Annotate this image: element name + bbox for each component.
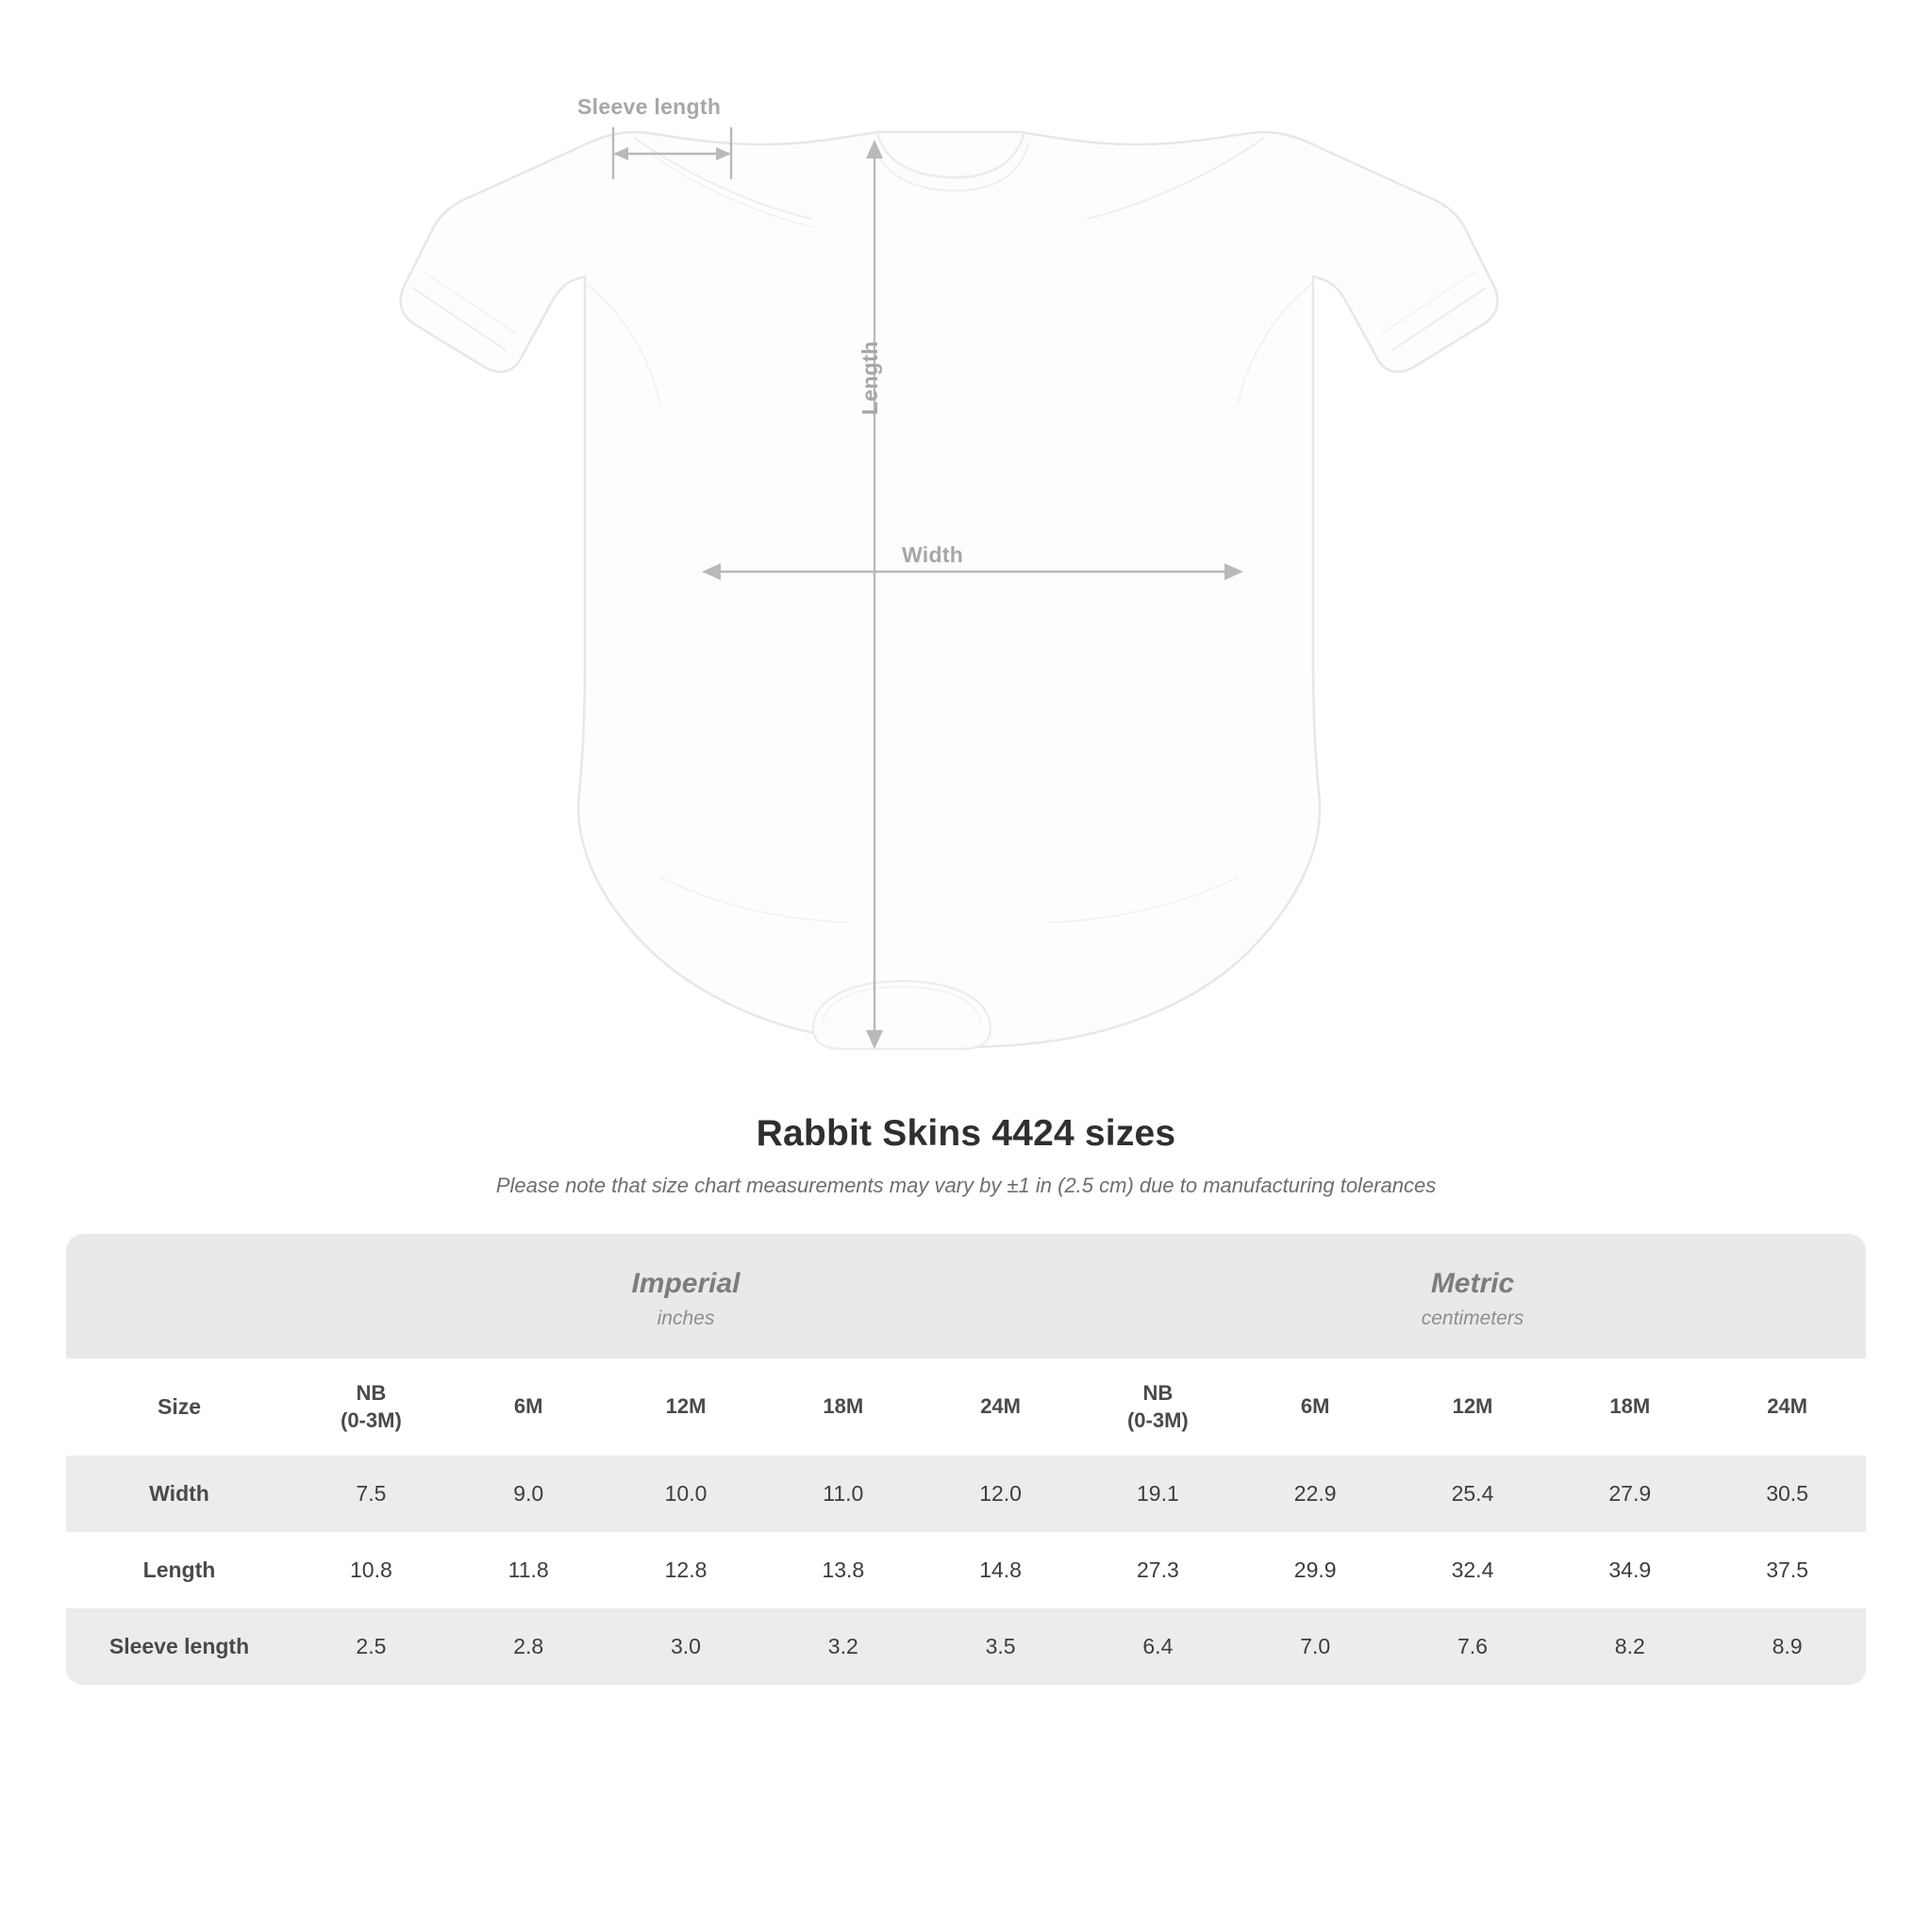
header-col-1-line1: 6M bbox=[513, 1394, 543, 1419]
header-col-9 bbox=[1708, 1358, 1866, 1456]
cell-sleeve-8: 8.2 bbox=[1551, 1608, 1708, 1685]
row-label-width: Width bbox=[66, 1456, 292, 1532]
header-col-2 bbox=[608, 1358, 765, 1456]
cell-length-3: 13.8 bbox=[764, 1532, 922, 1608]
page-title: Rabbit Skins 4424 sizes bbox=[756, 1113, 1176, 1154]
unit-spacer-cell bbox=[66, 1234, 292, 1358]
unit-group-imperial-sub: inches bbox=[657, 1307, 715, 1329]
unit-group-metric bbox=[1079, 1234, 1866, 1358]
header-col-0-line2: (0-3M) bbox=[341, 1408, 402, 1433]
cell-length-7: 32.4 bbox=[1394, 1532, 1552, 1608]
table-row bbox=[66, 1532, 1866, 1608]
header-col-3 bbox=[764, 1358, 922, 1456]
cell-sleeve-7: 7.6 bbox=[1394, 1608, 1552, 1685]
cell-length-8: 34.9 bbox=[1551, 1532, 1708, 1608]
unit-header-row bbox=[66, 1234, 1866, 1358]
size-table-wrapper bbox=[66, 1234, 1866, 1685]
header-col-0-line1: NB bbox=[356, 1380, 387, 1405]
cell-width-0: 7.5 bbox=[292, 1456, 450, 1532]
width-label: Width bbox=[902, 542, 964, 567]
header-col-7 bbox=[1394, 1358, 1552, 1456]
header-size-label: Size bbox=[66, 1358, 292, 1456]
cell-width-1: 9.0 bbox=[450, 1456, 608, 1532]
cell-width-4: 12.0 bbox=[922, 1456, 1079, 1532]
cell-width-6: 22.9 bbox=[1237, 1456, 1394, 1532]
cell-length-5: 27.3 bbox=[1079, 1532, 1237, 1608]
header-col-8-line1: 18M bbox=[1609, 1394, 1651, 1419]
title-block bbox=[0, 1113, 1932, 1198]
unit-group-imperial bbox=[292, 1234, 1079, 1358]
cell-sleeve-0: 2.5 bbox=[292, 1608, 450, 1685]
cell-sleeve-3: 3.2 bbox=[764, 1608, 922, 1685]
cell-width-8: 27.9 bbox=[1551, 1456, 1708, 1532]
header-col-2-line1: 12M bbox=[665, 1394, 707, 1419]
cell-width-5: 19.1 bbox=[1079, 1456, 1237, 1532]
header-col-5-line1: NB bbox=[1142, 1380, 1174, 1405]
cell-sleeve-4: 3.5 bbox=[922, 1608, 1079, 1685]
header-col-4 bbox=[922, 1358, 1079, 1456]
cell-length-1: 11.8 bbox=[450, 1532, 608, 1608]
table-row bbox=[66, 1608, 1866, 1685]
header-col-4-line1: 24M bbox=[980, 1394, 1021, 1419]
cell-width-3: 11.0 bbox=[764, 1456, 922, 1532]
row-label-sleeve-length: Sleeve length bbox=[66, 1608, 292, 1685]
column-header-row bbox=[66, 1358, 1866, 1456]
cell-sleeve-2: 3.0 bbox=[608, 1608, 765, 1685]
row-label-length: Length bbox=[66, 1532, 292, 1608]
cell-length-6: 29.9 bbox=[1237, 1532, 1394, 1608]
cell-length-9: 37.5 bbox=[1708, 1532, 1866, 1608]
length-label: Length bbox=[858, 341, 882, 415]
cell-sleeve-1: 2.8 bbox=[450, 1608, 608, 1685]
tolerance-note: Please note that size chart measurements may vary by ±1 in (2.5 cm) due to manufacturing tolerances bbox=[495, 1174, 1437, 1197]
header-col-1 bbox=[450, 1358, 608, 1456]
header-col-7-line1: 12M bbox=[1452, 1394, 1493, 1419]
header-col-0 bbox=[292, 1358, 450, 1456]
unit-group-metric-sub: centimeters bbox=[1421, 1307, 1524, 1329]
header-col-6 bbox=[1237, 1358, 1394, 1456]
cell-sleeve-5: 6.4 bbox=[1079, 1608, 1237, 1685]
header-col-9-line1: 24M bbox=[1767, 1394, 1807, 1419]
cell-length-0: 10.8 bbox=[292, 1532, 450, 1608]
bodysuit-shape bbox=[401, 132, 1498, 1049]
size-table bbox=[66, 1234, 1866, 1685]
header-col-3-line1: 18M bbox=[823, 1394, 864, 1419]
unit-group-imperial-name: Imperial bbox=[631, 1268, 741, 1299]
cell-width-7: 25.4 bbox=[1394, 1456, 1552, 1532]
cell-sleeve-6: 7.0 bbox=[1237, 1608, 1394, 1685]
header-col-6-line1: 6M bbox=[1300, 1394, 1330, 1419]
header-col-5 bbox=[1079, 1358, 1237, 1456]
cell-length-4: 14.8 bbox=[922, 1532, 1079, 1608]
cell-width-9: 30.5 bbox=[1708, 1456, 1866, 1532]
cell-sleeve-9: 8.9 bbox=[1708, 1608, 1866, 1685]
header-col-8 bbox=[1551, 1358, 1708, 1456]
header-col-5-line2: (0-3M) bbox=[1126, 1408, 1189, 1433]
table-row bbox=[66, 1456, 1866, 1532]
cell-length-2: 12.8 bbox=[608, 1532, 765, 1608]
unit-group-metric-name: Metric bbox=[1430, 1268, 1515, 1299]
cell-width-2: 10.0 bbox=[608, 1456, 765, 1532]
sleeve-length-label: Sleeve length bbox=[577, 94, 722, 119]
